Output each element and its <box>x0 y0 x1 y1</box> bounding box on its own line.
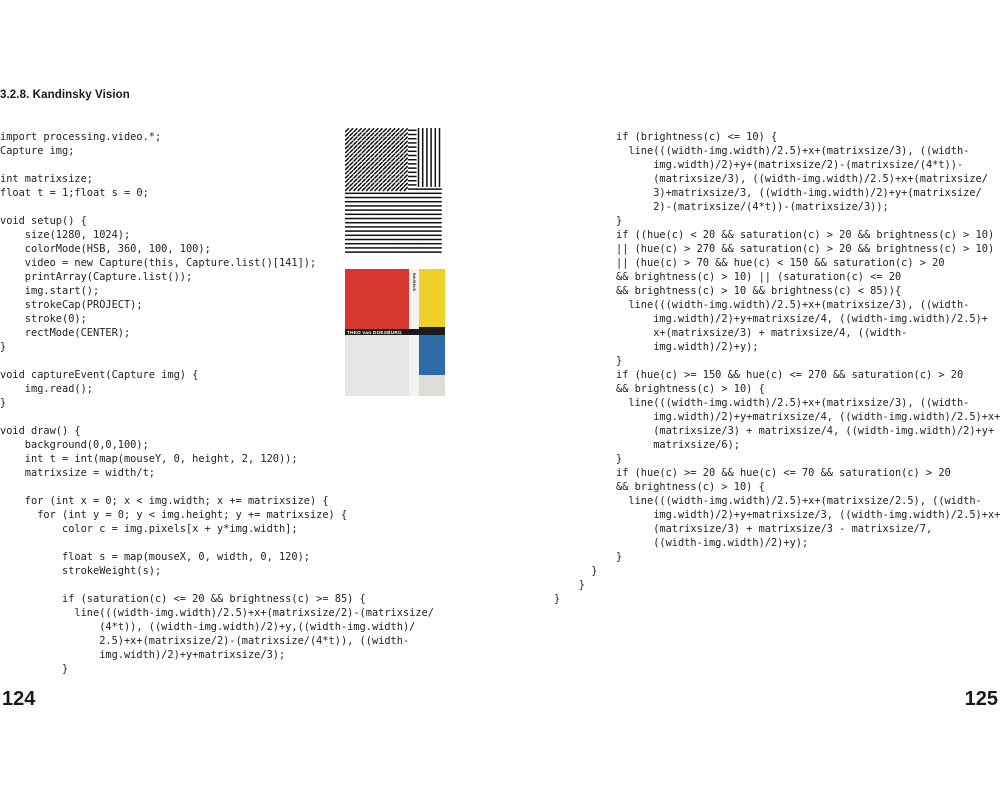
dither-stroke <box>367 133 370 136</box>
dither-stroke <box>354 150 357 153</box>
dither-stroke <box>375 150 378 153</box>
dither-stroke <box>367 146 370 149</box>
dither-stroke <box>400 183 403 186</box>
dither-stroke <box>396 133 399 136</box>
dither-stroke <box>388 171 391 174</box>
dither-stroke <box>400 146 403 149</box>
dither-stroke <box>367 129 370 132</box>
dither-stroke <box>350 146 353 149</box>
dither-stroke <box>388 150 391 153</box>
dither-stroke <box>396 141 399 144</box>
dither-stroke <box>400 133 403 136</box>
dither-stroke <box>367 150 370 153</box>
dither-stroke <box>362 158 365 161</box>
dither-stroke <box>375 141 378 144</box>
dither-stroke <box>371 150 374 153</box>
dither-stroke <box>400 188 403 191</box>
painting-red-block <box>345 269 409 329</box>
dither-stroke <box>396 158 399 161</box>
dither-stroke <box>362 171 365 174</box>
dither-stroke <box>346 141 349 144</box>
dither-stroke <box>388 137 391 140</box>
dither-stroke <box>388 183 391 186</box>
dither-stroke <box>404 183 407 186</box>
dither-stroke <box>354 137 357 140</box>
dither-stroke <box>379 162 382 165</box>
dither-stroke <box>400 154 403 157</box>
dither-stroke <box>388 175 391 178</box>
dither-stroke <box>350 179 353 182</box>
dither-stroke <box>346 129 349 132</box>
dither-stroke <box>346 158 349 161</box>
dither-stroke <box>379 137 382 140</box>
dither-stroke <box>350 141 353 144</box>
dither-stroke <box>379 171 382 174</box>
dither-stroke <box>346 154 349 157</box>
dither-stroke <box>346 188 349 191</box>
dither-stroke <box>362 141 365 144</box>
dither-stroke <box>388 188 391 191</box>
dither-stroke <box>404 150 407 153</box>
dither-stroke <box>371 167 374 170</box>
dither-stroke <box>404 146 407 149</box>
dither-stroke <box>396 179 399 182</box>
dither-stroke <box>358 133 361 136</box>
dither-stroke <box>362 133 365 136</box>
dither-stroke <box>346 175 349 178</box>
dither-stroke <box>354 158 357 161</box>
dither-stroke <box>379 154 382 157</box>
dither-stroke <box>383 137 386 140</box>
dither-stroke <box>358 183 361 186</box>
dither-stroke <box>367 188 370 191</box>
dither-stroke <box>388 179 391 182</box>
dither-stroke <box>392 154 395 157</box>
dither-stroke <box>354 146 357 149</box>
painting-right-band <box>419 327 445 335</box>
dither-stroke <box>362 154 365 157</box>
dither-stroke <box>358 171 361 174</box>
dither-stroke <box>404 162 407 165</box>
dither-stroke <box>346 133 349 136</box>
painting-side-text: BAUHAUS <box>412 273 416 291</box>
dither-stroke <box>367 154 370 157</box>
dither-stroke <box>392 179 395 182</box>
dither-stroke <box>346 167 349 170</box>
dither-stroke <box>350 171 353 174</box>
dither-stroke <box>371 183 374 186</box>
dither-stroke <box>362 175 365 178</box>
dither-stroke <box>392 133 395 136</box>
dither-stroke <box>383 150 386 153</box>
dither-stroke <box>400 137 403 140</box>
dither-stroke <box>375 171 378 174</box>
dither-stroke <box>400 141 403 144</box>
dither-stroke <box>404 167 407 170</box>
dither-stroke <box>375 175 378 178</box>
code-listing-left: import processing.video.*; Capture img; int matrixsize; float t = 1;float s = 0; void setup() { size(1280, 1024); colorMode(HSB, 360, 100, 100); video = new Capture(this, Capture.list()[141]); printArray(Capture.list()); img.start(); strokeCap(PROJECT); stroke(0); rectMode(CENTER); } void captureEvent(Capture img) { img.read(); } void draw() { background(0,0,100); int t = int(map(mouseY, 0, height, 2, 120)); matrixsize = width/t; for (int x = 0; x < img.width; x += matrixsize) { for (int y = 0; y < img.height; y += matrixsize) { color c = img.pixels[x + y*img.width]; float s = map(mouseX, 0, width, 0, 120); strokeWeight(s); if (saturation(c) <= 20 && brightness(c) >= 85) { line(((width-img.width)/2.5)+x+(matrixsize/2)-(matrixsize/ (4*t)), ((width-img.width)/2)+y,((width-img.width)/ 2.5)+x+(matrixsize/2)-(matrixsize/(4*t)), ((width- img.width)/2)+y+matrixsize/3); } <box>0 131 434 675</box>
dither-stroke <box>371 162 374 165</box>
dither-stroke <box>371 141 374 144</box>
dither-stroke <box>383 154 386 157</box>
dither-stroke <box>354 154 357 157</box>
dither-stroke <box>367 171 370 174</box>
dither-stroke <box>358 129 361 132</box>
dither-stroke <box>396 146 399 149</box>
dither-stroke <box>404 188 407 191</box>
dither-stroke <box>358 150 361 153</box>
painting-blue-block <box>419 335 445 375</box>
dither-stroke <box>383 162 386 165</box>
dither-stroke <box>379 141 382 144</box>
dither-stroke <box>396 129 399 132</box>
dither-stroke <box>400 162 403 165</box>
painting-light-block <box>419 375 445 396</box>
dither-stroke <box>388 162 391 165</box>
dither-stroke <box>346 137 349 140</box>
dither-stroke <box>396 188 399 191</box>
dither-stroke <box>362 188 365 191</box>
dither-stroke <box>400 150 403 153</box>
dither-stroke <box>383 129 386 132</box>
dither-stroke <box>362 179 365 182</box>
dither-stroke <box>358 179 361 182</box>
dither-stroke <box>388 167 391 170</box>
dither-stroke <box>392 167 395 170</box>
dither-stroke <box>354 183 357 186</box>
dither-stroke <box>375 146 378 149</box>
dither-stroke <box>383 158 386 161</box>
dither-stroke <box>375 129 378 132</box>
dither-stroke <box>383 171 386 174</box>
dither-stroke <box>354 162 357 165</box>
dither-stroke <box>367 175 370 178</box>
dither-stroke <box>350 129 353 132</box>
dither-stroke <box>379 167 382 170</box>
dither-stroke <box>362 162 365 165</box>
dither-stroke <box>371 188 374 191</box>
dither-stroke <box>375 137 378 140</box>
dither-stroke <box>358 146 361 149</box>
dither-stroke <box>396 150 399 153</box>
dither-stroke <box>346 171 349 174</box>
dither-stroke <box>371 171 374 174</box>
dither-stroke <box>371 129 374 132</box>
dither-stroke <box>392 188 395 191</box>
dither-stroke <box>362 137 365 140</box>
dither-stroke <box>354 175 357 178</box>
dither-stroke <box>400 129 403 132</box>
dither-stroke <box>379 183 382 186</box>
section-title: 3.2.8. Kandinsky Vision <box>0 89 130 101</box>
dither-stroke <box>375 183 378 186</box>
dither-stroke <box>383 141 386 144</box>
dither-stroke <box>379 129 382 132</box>
dither-stroke <box>392 171 395 174</box>
dither-stroke <box>392 141 395 144</box>
dither-stroke <box>404 158 407 161</box>
dither-stroke <box>362 129 365 132</box>
dither-stroke <box>404 154 407 157</box>
dither-stroke <box>367 179 370 182</box>
dither-stroke <box>388 154 391 157</box>
dither-stroke <box>400 175 403 178</box>
dither-stroke <box>375 158 378 161</box>
dither-stroke <box>404 129 407 132</box>
dither-stroke <box>392 137 395 140</box>
dither-stroke <box>354 188 357 191</box>
dither-stroke <box>367 183 370 186</box>
dither-stroke <box>367 158 370 161</box>
dither-stroke <box>375 133 378 136</box>
dither-stroke <box>350 158 353 161</box>
dither-stroke <box>379 150 382 153</box>
dither-stroke <box>350 188 353 191</box>
dither-stroke <box>354 129 357 132</box>
dither-stroke <box>358 162 361 165</box>
dither-stroke <box>354 141 357 144</box>
dither-stroke <box>396 137 399 140</box>
dither-stroke <box>379 146 382 149</box>
dither-stroke <box>371 175 374 178</box>
dither-stroke <box>404 179 407 182</box>
dither-stroke <box>396 175 399 178</box>
dither-stroke <box>400 167 403 170</box>
dither-stroke <box>404 175 407 178</box>
dither-stroke <box>379 133 382 136</box>
dither-stroke <box>392 158 395 161</box>
dither-stroke <box>354 133 357 136</box>
dither-stroke <box>350 133 353 136</box>
dither-stroke <box>388 129 391 132</box>
dither-stroke <box>404 133 407 136</box>
dither-stroke <box>388 141 391 144</box>
dither-stroke <box>383 175 386 178</box>
dither-stroke <box>383 188 386 191</box>
dither-stroke <box>375 179 378 182</box>
dither-stroke <box>400 158 403 161</box>
dithered-line-pattern-image <box>345 128 445 255</box>
dither-stroke <box>371 137 374 140</box>
dither-stroke <box>358 167 361 170</box>
dither-stroke <box>404 141 407 144</box>
dither-stroke <box>367 137 370 140</box>
dither-stroke <box>375 188 378 191</box>
dither-stroke <box>371 146 374 149</box>
dither-stroke <box>346 179 349 182</box>
dither-stroke <box>404 171 407 174</box>
dither-stroke <box>350 167 353 170</box>
code-listing-right: if (brightness(c) <= 10) { line(((width-img.width)/2.5)+x+(matrixsize/3), ((width- img.width)/2)+y+(matrixsize/2)-(matrixsize/(4*t))- (matrixsize/3), ((width-img.width)/2.5)+x+(matrixsize/ 3)+matrixsize/3, ((width-img.width)/2)+y+(matrixsize/ 2)-(matrixsize/(4*t))-(matrixsize/3)); } if ((hue(c) < 20 && saturation(c) > 20 && brightness(c) > 10) || (hue(c) > 270 && saturation(c) > 20 && brightness(c) > 10) || (hue(c) > 70 && hue(c) < 150 && saturation(c) > 20 && brightness(c) > 10) || (saturation(c) <= 20 && brightness(c) > 10 && brightness(c) < 85)){ line(((width-img.width)/2.5)+x+(matrixsize/3), ((width- img.width)/2)+y+matrixsize/4, ((width-img.width)/2.5)+ x+(matrixsize/3) + matrixsize/4, ((width- img.width)/2)+y); } if (hue(c) >= 150 && hue(c) <= 270 && saturation(c) > 20 && brightness(c) > 10) { line(((width-img.width)/2.5)+x+(matrixsize/3), ((width- img.width)/2)+y+matrixsize/4, ((width-img.width)/2.5)+x+ (matrixsize/3) + matrixsize/4, ((width-img.width)/2)+y+ matrixsize/6); } if (hue(c) >= 20 && hue(c) <= 70 && saturation(c) > 20 && brightness(c) > 10) { line(((width-img.width)/2.5)+x+(matrixsize/2.5), ((width- img.width)/2)+y+matrixsize/3, ((width-img.width)/2.5)+x+ (matrixsize/3) + matrixsize/3 - matrixsize/7, ((width-img.width)/2)+y); } } } } <box>554 131 1000 605</box>
dither-stroke <box>388 133 391 136</box>
dither-stroke <box>350 137 353 140</box>
dither-stroke <box>383 183 386 186</box>
dither-stroke <box>388 146 391 149</box>
dither-stroke <box>362 183 365 186</box>
dither-stroke <box>375 162 378 165</box>
dither-stroke <box>367 162 370 165</box>
dither-stroke <box>354 167 357 170</box>
dither-stroke <box>367 167 370 170</box>
dither-stroke <box>383 146 386 149</box>
dither-stroke <box>346 146 349 149</box>
dither-stroke <box>388 158 391 161</box>
dither-stroke <box>367 141 370 144</box>
dither-stroke <box>396 162 399 165</box>
dither-stroke <box>379 158 382 161</box>
dither-stroke <box>392 129 395 132</box>
dither-stroke <box>371 179 374 182</box>
dither-stroke <box>358 137 361 140</box>
dither-stroke <box>400 171 403 174</box>
mondrian-style-painting-image <box>345 269 445 396</box>
dither-stroke <box>371 154 374 157</box>
dither-stroke <box>392 183 395 186</box>
dither-stroke <box>396 154 399 157</box>
dither-stroke <box>375 167 378 170</box>
dither-stroke <box>346 183 349 186</box>
painting-band-text: THEO van DOESBURG <box>347 329 402 335</box>
dither-stroke <box>371 158 374 161</box>
dither-stroke <box>350 175 353 178</box>
dither-stroke <box>354 179 357 182</box>
dither-stroke <box>379 179 382 182</box>
dither-stroke <box>400 179 403 182</box>
dither-stroke <box>383 167 386 170</box>
page-number-right: 125 <box>964 688 998 710</box>
dither-stroke <box>379 188 382 191</box>
dither-stroke <box>392 150 395 153</box>
dither-stroke <box>392 162 395 165</box>
dither-stroke <box>346 150 349 153</box>
dither-stroke <box>375 154 378 157</box>
dither-stroke <box>362 146 365 149</box>
dither-stroke <box>358 188 361 191</box>
dither-stroke <box>350 183 353 186</box>
dither-stroke <box>350 162 353 165</box>
page-number-left: 124 <box>2 688 36 710</box>
dither-stroke <box>392 175 395 178</box>
dither-stroke <box>392 146 395 149</box>
dither-stroke <box>362 150 365 153</box>
dither-stroke <box>404 137 407 140</box>
dither-stroke <box>358 141 361 144</box>
dither-stroke <box>362 167 365 170</box>
dither-stroke <box>396 171 399 174</box>
dither-stroke <box>396 167 399 170</box>
painting-yellow-block <box>419 269 445 327</box>
dither-stroke <box>358 175 361 178</box>
dither-stroke <box>346 162 349 165</box>
painting-grey-block <box>345 335 409 396</box>
dither-stroke <box>354 171 357 174</box>
dither-stroke <box>358 158 361 161</box>
dither-stroke <box>350 150 353 153</box>
dither-stroke <box>396 183 399 186</box>
dither-stroke <box>358 154 361 157</box>
dither-stroke <box>371 133 374 136</box>
dither-stroke <box>350 154 353 157</box>
dither-stroke <box>379 175 382 178</box>
dither-stroke <box>383 133 386 136</box>
dither-stroke <box>383 179 386 182</box>
